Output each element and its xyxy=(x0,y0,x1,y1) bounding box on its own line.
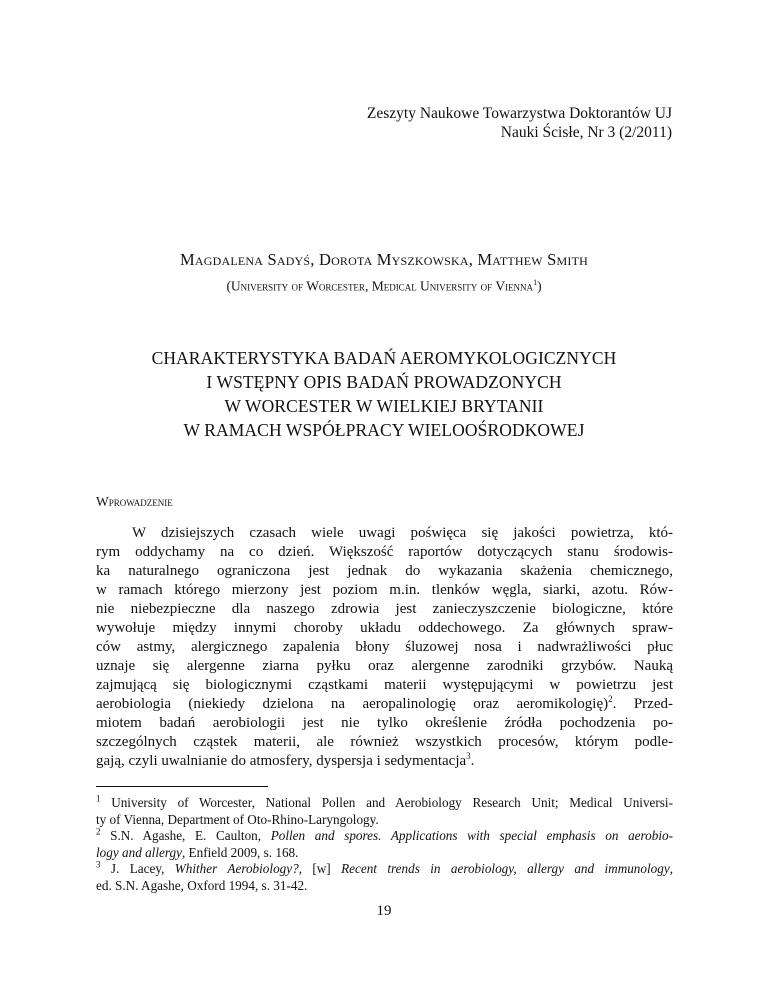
footnote-number: 2 xyxy=(96,826,101,837)
body-text: . xyxy=(470,753,475,769)
journal-name: Zeszyty Naukowe Towarzystwa Doktorantów UJ xyxy=(366,105,672,122)
footnote-ref-2[interactable]: 2 xyxy=(608,694,613,704)
affiliation-close: ) xyxy=(537,278,542,294)
footnote-text: University of Worcester, National Pollen and Aerobiology Research Unit; Medical Universi- xyxy=(100,795,673,810)
footnote-2-cont xyxy=(96,845,673,862)
body-text: aerobiologia (niekiedy dzielona na aeropalinologię oraz aeromikologię) xyxy=(96,696,609,712)
footnote-ref-3[interactable]: 3 xyxy=(466,751,471,761)
footnote-text: , xyxy=(669,861,674,876)
body-line: ka naturalnego ograniczona jest jednak do wykazania skażenia chemicznego, xyxy=(96,563,673,579)
body-paragraph xyxy=(96,524,673,771)
footnote-number: 1 xyxy=(96,793,101,804)
title-line: W WORCESTER W WIELKIEJ BRYTANII xyxy=(224,396,544,416)
footnote-3-cont: ed. S.N. Agashe, Oxford 1994, s. 31-42. xyxy=(96,877,308,893)
footnote-book-title: Pollen and spores. Applications with special emphasis on aerobio- xyxy=(270,828,673,843)
section-heading: Wprowadzenie xyxy=(96,494,173,509)
body-line: W dzisiejszych czasach wiele uwagi poświęca się jakości powietrza, któ- xyxy=(132,525,673,541)
footnote-article-title: Whither Aerobiology? xyxy=(174,861,299,876)
author-list: Magdalena Sadyś, Dorota Myszkowska, Matthew Smith xyxy=(180,250,588,269)
footnotes xyxy=(96,795,673,894)
footnote-3 xyxy=(96,861,673,878)
body-line xyxy=(96,695,673,714)
body-line: zajmującą się biologicznymi cząstkami materii występującymi w powietrzu jest xyxy=(96,677,673,693)
title-line: W RAMACH WSPÓŁPRACY WIELOOŚRODKOWEJ xyxy=(183,420,585,440)
affiliation-text: (University of Worcester, Medical University of Vienna xyxy=(226,278,534,294)
article-title xyxy=(0,346,768,442)
title-line: CHARAKTERYSTYKA BADAŃ AEROMYKOLOGICZNYCH xyxy=(151,348,617,368)
body-line: rym oddychamy na co dzień. Większość raportów dotyczących stanu środowis- xyxy=(96,544,673,560)
body-line: szczególnych cząstek materii, ale również wszystkich procesów, którym podle- xyxy=(96,734,673,750)
page-number: 19 xyxy=(376,903,392,919)
footnote-text: S.N. Agashe, E. Caulton, xyxy=(100,828,271,843)
footnote-book-title: Recent trends in aerobiology, allergy and immunology xyxy=(341,861,670,876)
body-text: gają, czyli uwalnianie do atmosfery, dyspersja i sedymentacja xyxy=(96,753,467,769)
footnote-divider xyxy=(96,786,268,787)
footnote-1-cont: ty of Vienna, Department of Oto-Rhino-Laryngology. xyxy=(96,811,379,827)
affiliation xyxy=(0,278,768,295)
body-line: w ramach którego mierzony jest poziom m.in. tlenków węgla, siarki, azotu. Rów- xyxy=(96,582,673,598)
footnote-2 xyxy=(96,828,673,845)
body-text: . Przed- xyxy=(612,696,673,712)
affiliation-footnote-ref[interactable]: 1 xyxy=(533,278,538,287)
journal-issue: Nauki Ścisłe, Nr 3 (2/2011) xyxy=(500,124,672,141)
footnote-text: , Enfield 2009, s. 168. xyxy=(181,844,299,860)
footnote-number: 3 xyxy=(96,859,101,870)
footnote-book-title: logy and allergy xyxy=(96,844,182,860)
body-line: nie niebezpieczne dla naszego zdrowia jest zanieczyszczenie biologiczne, które xyxy=(96,601,673,617)
body-line xyxy=(96,752,673,771)
title-line: I WSTĘPNY OPIS BADAŃ PROWADZONYCH xyxy=(206,372,562,392)
body-line: ców astmy, alergicznego zapalenia błony śluzowej nosa i nadwrażliwości płuc xyxy=(96,639,673,655)
body-line: miotem badań aerobiologii jest nie tylko określenie źródła pochodzenia po- xyxy=(96,715,673,731)
journal-header xyxy=(367,104,672,142)
body-line: wywołuje między innymi choroby układu oddechowego. Za głównych spraw- xyxy=(96,620,673,636)
footnote-text: , [w] xyxy=(298,861,342,876)
body-line: uznaje się alergenne ziarna pyłku oraz alergenne zarodniki grzybów. Nauką xyxy=(96,658,673,674)
footnote-1 xyxy=(96,795,673,812)
footnote-text: J. Lacey, xyxy=(100,861,175,876)
